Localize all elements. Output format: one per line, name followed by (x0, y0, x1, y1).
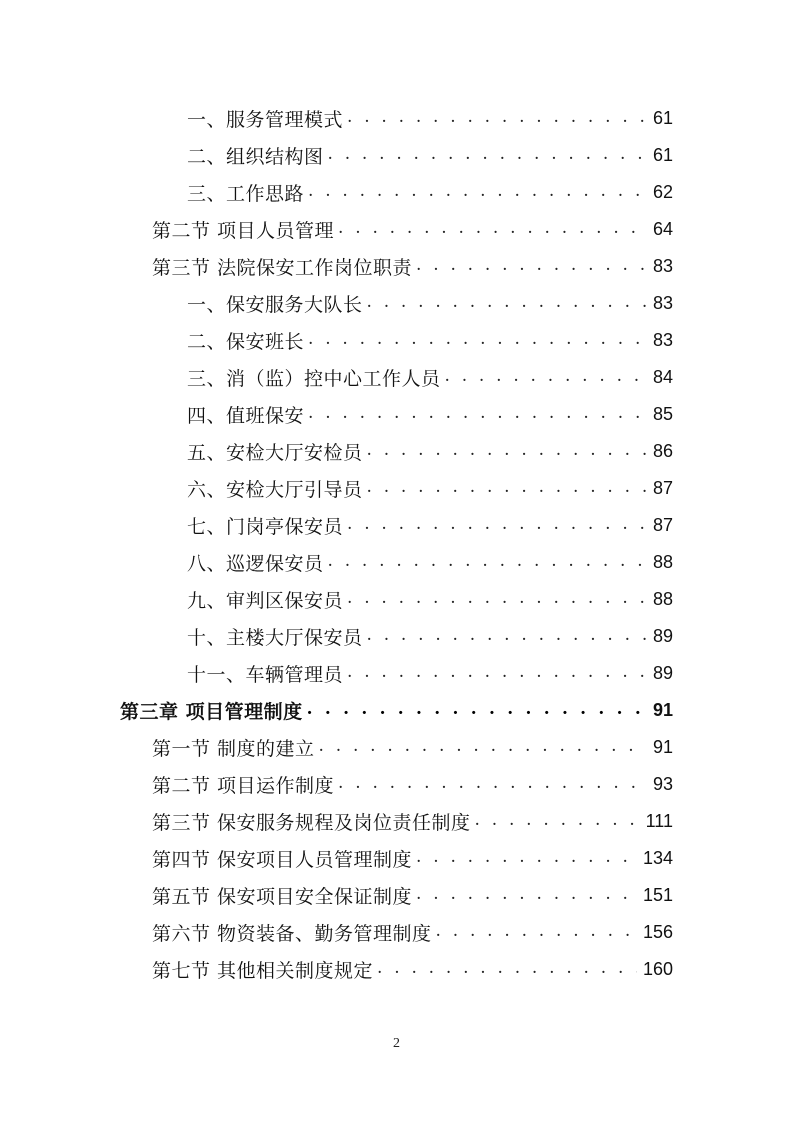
toc-entry-title: 第三章 项目管理制度 (120, 701, 303, 723)
toc-dot-leader (416, 847, 637, 867)
toc-entry-title: 第二节 项目人员管理 (152, 220, 335, 242)
toc-dot-leader (347, 107, 647, 127)
toc-entry-title: 十一、车辆管理员 (187, 664, 344, 686)
toc-dot-leader (319, 736, 647, 756)
toc-entry-title: 三、工作思路 (187, 183, 305, 205)
toc-dot-leader (308, 329, 647, 349)
toc-dot-leader (367, 625, 647, 645)
toc-entry[interactable] (152, 211, 673, 248)
toc-dot-leader (338, 218, 647, 238)
toc-entry-page: 83 (652, 330, 673, 350)
toc-entry-page: 87 (652, 478, 673, 498)
toc-entry[interactable] (152, 914, 673, 951)
toc-entry-page: 62 (652, 182, 673, 202)
toc-entry-title: 一、保安服务大队长 (187, 294, 363, 316)
toc-dot-leader (367, 440, 647, 460)
toc-entry[interactable] (152, 766, 673, 803)
toc-dot-leader (367, 292, 647, 312)
toc-entry[interactable] (152, 803, 673, 840)
toc-dot-leader (328, 551, 647, 571)
toc-entry[interactable] (152, 248, 673, 285)
toc-entry-title: 第五节 保安项目安全保证制度 (152, 886, 413, 908)
toc-dot-leader (347, 662, 647, 682)
toc-entry-page: 91 (652, 737, 673, 757)
toc-entry-title: 六、安检大厅引导员 (187, 479, 363, 501)
toc-dot-leader (445, 366, 647, 386)
toc-entry-page: 111 (645, 811, 673, 831)
toc-entry-page: 83 (652, 256, 673, 276)
toc-entry-page: 85 (652, 404, 673, 424)
toc-entry-page: 87 (652, 515, 673, 535)
toc-entry[interactable] (187, 359, 673, 396)
toc-entry-page: 61 (652, 145, 673, 165)
toc-entry-title: 八、巡逻保安员 (187, 553, 324, 575)
toc-dot-leader (308, 181, 647, 201)
toc-entry-title: 四、值班保安 (187, 405, 305, 427)
toc-entry[interactable] (187, 470, 673, 507)
toc-entry[interactable] (187, 544, 673, 581)
toc-entry[interactable] (152, 840, 673, 877)
toc-entry-title: 七、门岗亭保安员 (187, 516, 344, 538)
toc-entry[interactable] (152, 877, 673, 914)
toc-entry-title: 二、保安班长 (187, 331, 305, 353)
toc-dot-leader (416, 255, 647, 275)
toc-entry-page: 64 (652, 219, 673, 239)
toc-entry-page: 91 (652, 700, 673, 720)
toc-entry-page: 61 (652, 108, 673, 128)
toc-dot-leader (307, 699, 647, 719)
toc-entry-title: 第三节 保安服务规程及岗位责任制度 (152, 812, 471, 834)
toc-dot-leader (347, 514, 647, 534)
toc-dot-leader (347, 588, 647, 608)
toc-entry-page: 160 (642, 959, 673, 979)
toc-dot-leader (328, 144, 647, 164)
toc-entry-title: 第一节 制度的建立 (152, 738, 315, 760)
toc-entry-title: 第六节 物资装备、勤务管理制度 (152, 923, 432, 945)
toc-entry-page: 89 (652, 626, 673, 646)
toc-entry-page: 156 (642, 922, 673, 942)
toc-entry[interactable] (187, 322, 673, 359)
toc-entry[interactable] (187, 100, 673, 137)
toc-entry-page: 83 (652, 293, 673, 313)
toc-entry[interactable] (187, 507, 673, 544)
toc-entry[interactable] (152, 729, 673, 766)
toc-entry-title: 第四节 保安项目人员管理制度 (152, 849, 413, 871)
toc-entry-page: 84 (652, 367, 673, 387)
toc-dot-leader (377, 958, 637, 978)
toc-entry[interactable] (187, 396, 673, 433)
toc-dot-leader (308, 403, 647, 423)
toc-entry[interactable] (187, 137, 673, 174)
toc-entry-title: 二、组织结构图 (187, 146, 324, 168)
toc-dot-leader (436, 921, 637, 941)
toc-entry-title: 第七节 其他相关制度规定 (152, 960, 374, 982)
toc-entry-title: 十、主楼大厅保安员 (187, 627, 363, 649)
toc-entry[interactable] (152, 951, 673, 988)
toc-dot-leader (367, 477, 647, 497)
toc-dot-leader (475, 810, 640, 830)
toc-entry-page: 88 (652, 552, 673, 572)
toc-entry-page: 88 (652, 589, 673, 609)
toc-entry-page: 93 (652, 774, 673, 794)
toc-dot-leader (338, 773, 647, 793)
toc-entry[interactable] (187, 433, 673, 470)
toc-entry[interactable] (187, 581, 673, 618)
toc-entry[interactable] (187, 655, 673, 692)
toc-entry-title: 第三节 法院保安工作岗位职责 (152, 257, 413, 279)
toc-entry-title: 一、服务管理模式 (187, 109, 344, 131)
toc-dot-leader (416, 884, 637, 904)
toc-entry-page: 89 (652, 663, 673, 683)
page-number: 2 (393, 1036, 400, 1051)
toc-entry-title: 九、审判区保安员 (187, 590, 344, 612)
toc-entry[interactable] (187, 618, 673, 655)
toc-entry-title: 第二节 项目运作制度 (152, 775, 335, 797)
toc-chapter-entry[interactable] (120, 692, 673, 729)
toc-entry-page: 86 (652, 441, 673, 461)
toc-entry-title: 三、消（监）控中心工作人员 (187, 368, 441, 390)
toc-entry-page: 134 (642, 848, 673, 868)
toc-entry-title: 五、安检大厅安检员 (187, 442, 363, 464)
toc-entry[interactable] (187, 174, 673, 211)
toc-entry[interactable] (187, 285, 673, 322)
toc-entry-page: 151 (642, 885, 673, 905)
